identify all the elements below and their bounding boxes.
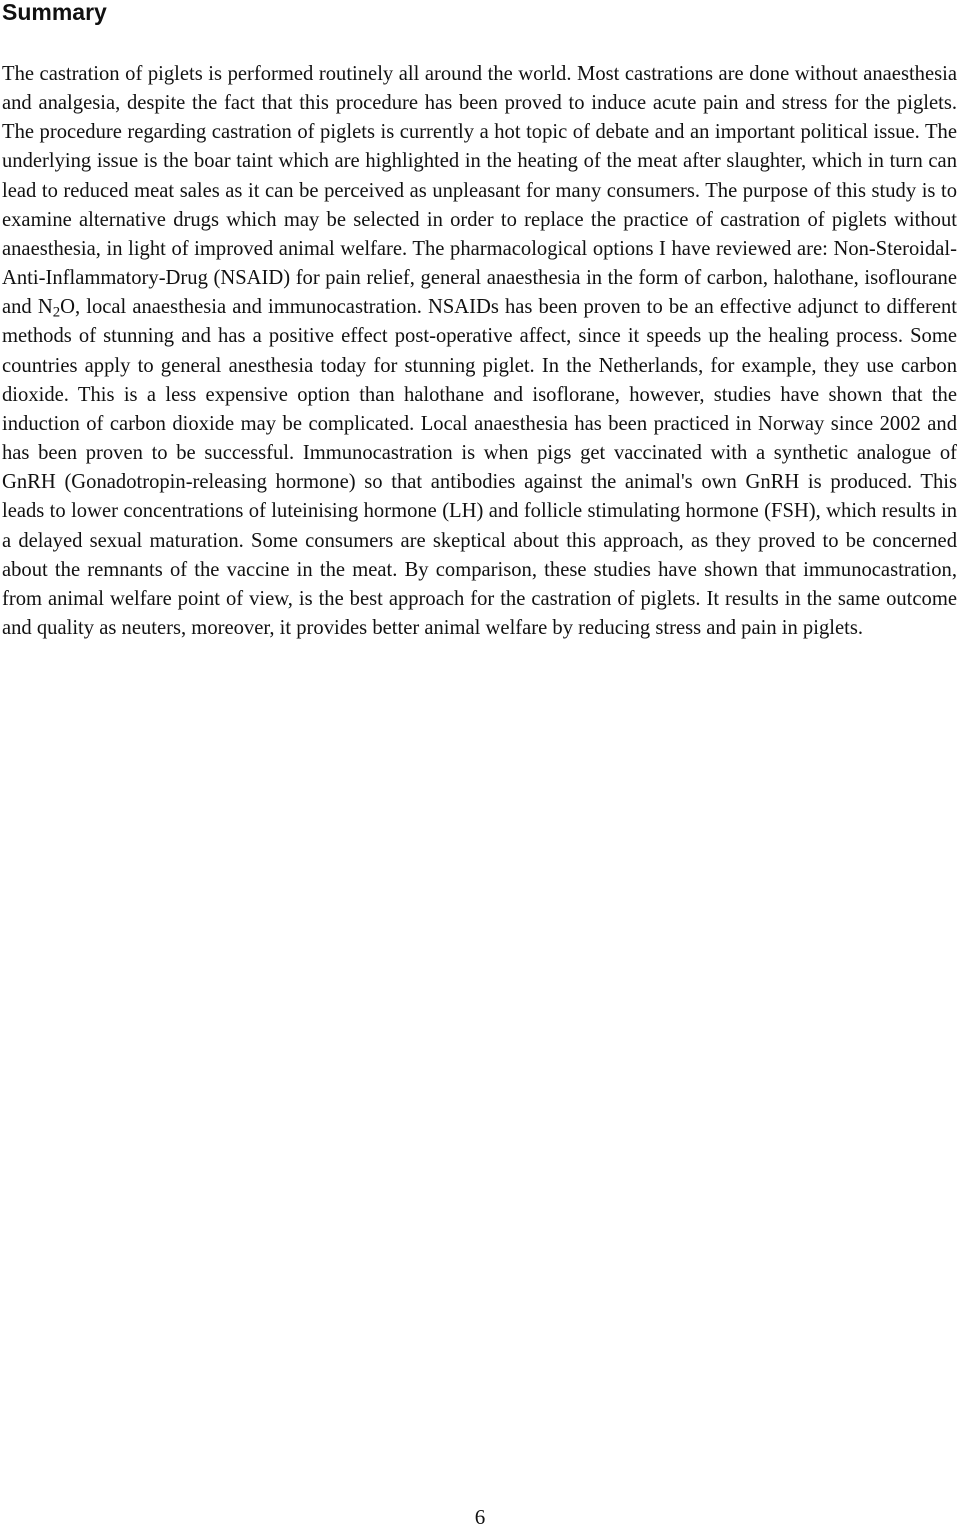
page-number: 6 [474, 1505, 486, 1529]
section-heading: Summary [2, 0, 107, 25]
nitrous-oxide-subscript: 2 [52, 304, 61, 321]
summary-text-part1: The castration of piglets is performed routinely all around the world. Most castrations are done without anaesthesia and analgesia, despite the fact that this procedure has been proved to induce acute pain and stress for the piglets. The procedure regarding castration of piglets is currently a hot topic of debate and an important political issue. The underlying issue is the boar taint which are highlighted in the heating of the meat after slaughter, which in turn can lead to reduced meat sales as it can be perceived as unpleasant for many consumers. The purpose of this study is to examine alternative drugs which may be selected in order to replace the practice of castration of piglets without anaesthesia, in light of improved animal welfare. The pharmacological options I have reviewed are: Non-Steroidal-Anti-Inflammatory-Drug (NSAID) for pain relief, general anaesthesia in the form of carbon, halothane, isoflourane and N [2, 63, 957, 319]
summary-text-part2: O, local anaesthesia and immunocastration. NSAIDs has been proven to be an effective adjunct to different methods of stunning and has a positive effect post-operative affect, since it speeds up the healing process. Some countries apply to general anesthesia today for stunning piglet. In the Netherlands, for example, they use carbon dioxide. This is a less expensive option than halothane and isoflorane, however, studies have shown that the induction of carbon dioxide may be complicated. Local anaesthesia has been practiced in Norway since 2002 and has been proven to be successful. Immunocastration is when pigs get vaccinated with a synthetic analogue of GnRH (Gonadotropin-releasing hormone) so that antibodies against the animal's own GnRH is produced. This leads to lower concentrations of luteinising hormone (LH) and follicle stimulating hormone (FSH), which results in a delayed sexual maturation. Some consumers are skeptical about this approach, as they proved to be concerned about the remnants of the vaccine in the meat. By comparison, these studies have shown that immunocastration, from animal welfare point of view, is the best approach for the castration of piglets. It results in the same outcome and quality as neuters, moreover, it provides better animal welfare by reducing stress and pain in piglets. [2, 296, 957, 639]
summary-paragraph [2, 60, 957, 643]
